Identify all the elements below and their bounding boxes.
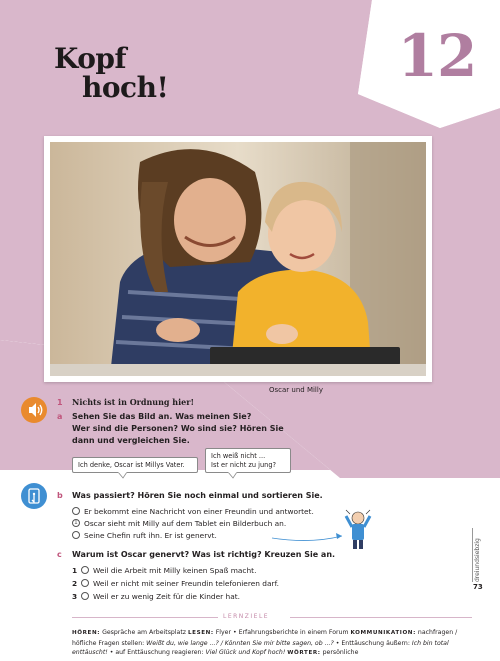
- exercise-1-title: Nichts ist in Ordnung hier!: [72, 397, 194, 407]
- exercise-1c-instruction: Warum ist Oscar genervt? Was ist richtig? Kreuzen Sie an.: [72, 550, 336, 559]
- exercise-1b-letter: b: [57, 491, 63, 500]
- speaker-icon[interactable]: [21, 397, 47, 423]
- sort-item-2: 1 Oscar sieht mit Milly auf dem Tablet ein Bilderbuch an.: [74, 519, 287, 528]
- speech-bubble-2-tail: [228, 472, 238, 479]
- lernziele-rule-right: [290, 617, 472, 618]
- choice-option-3[interactable]: 3 Weil er zu wenig Zeit für die Kinder hat.: [72, 592, 240, 601]
- speech-bubble-1-text: Ich denke, Oscar ist Millys Vater.: [78, 461, 185, 469]
- lernziele-text: HÖREN: Gespräche am Arbeitsplatz LESEN: Flyer • Erfahrungsberichte in einem Forum KOMMUNIKATION: nachfragen / höfliche Fragen stellen: Weißt du, wie lange ...? / Könnten Sie mir bitte sagen, ob ...? • Enttäuschung äußern: Ich bin total enttäuscht! • auf Enttäuschung reagieren: Viel Glück und Kopf hoch! WÖRTER: persönliche: [72, 629, 458, 656]
- sort-circle-3[interactable]: [72, 531, 80, 539]
- exercise-1-number: 1: [57, 398, 63, 407]
- sort-item-3: Seine Chefin ruft ihn. Er ist genervt.: [72, 531, 217, 541]
- choice-circle-1[interactable]: [81, 566, 89, 574]
- tablet-touch-icon[interactable]: [21, 483, 47, 509]
- speech-bubble-1: [72, 457, 198, 473]
- annoyed-man-illustration: [270, 508, 380, 552]
- choice-circle-2[interactable]: [81, 579, 89, 587]
- exercise-1a-letter: a: [57, 412, 63, 421]
- exercise-1c-letter: c: [57, 550, 62, 559]
- photo-frame: [44, 136, 432, 382]
- chapter-title: [54, 44, 168, 102]
- sort-item-1: Er bekommt eine Nachricht von einer Freundin und antwortet.: [72, 507, 314, 517]
- exercise-1b-instruction: Was passiert? Hören Sie noch einmal und sortieren Sie.: [72, 491, 323, 500]
- exercise-1a-line3: dann und vergleichen Sie.: [72, 436, 190, 445]
- choice-option-1[interactable]: 1 Weil die Arbeit mit Milly keinen Spaß macht.: [72, 566, 257, 575]
- speech-bubble-2-line1: Ich weiß nicht ...: [211, 452, 266, 460]
- chapter-number: 12: [397, 22, 477, 90]
- page-edge-divider: [472, 528, 473, 582]
- chapter-title-line2: hoch!: [82, 71, 169, 104]
- photo-caption: Oscar und Milly: [269, 386, 323, 394]
- lernziele-label: LERNZIELE: [223, 613, 270, 620]
- page-number: 73: [473, 583, 483, 591]
- speech-bubble-1-tail: [118, 472, 128, 479]
- page-number-word: dreiundsiebzig: [474, 538, 481, 582]
- chapter-title-line1: Kopf: [54, 42, 127, 75]
- photo-father-daughter-tablet: [50, 142, 426, 376]
- speech-bubble-2: [205, 448, 291, 473]
- sort-circle-2[interactable]: 1: [72, 519, 80, 527]
- exercise-1a-line2: Wer sind die Personen? Wo sind sie? Hören Sie: [72, 424, 284, 433]
- choice-circle-3[interactable]: [81, 592, 89, 600]
- exercise-1a-line1: Sehen Sie das Bild an. Was meinen Sie?: [72, 412, 252, 421]
- choice-option-2[interactable]: 2 Weil er nicht mit seiner Freundin telefonieren darf.: [72, 579, 279, 588]
- lernziele-rule-left: [72, 617, 218, 618]
- sort-circle-1[interactable]: [72, 507, 80, 515]
- speech-bubble-2-line2: Ist er nicht zu jung?: [211, 461, 277, 469]
